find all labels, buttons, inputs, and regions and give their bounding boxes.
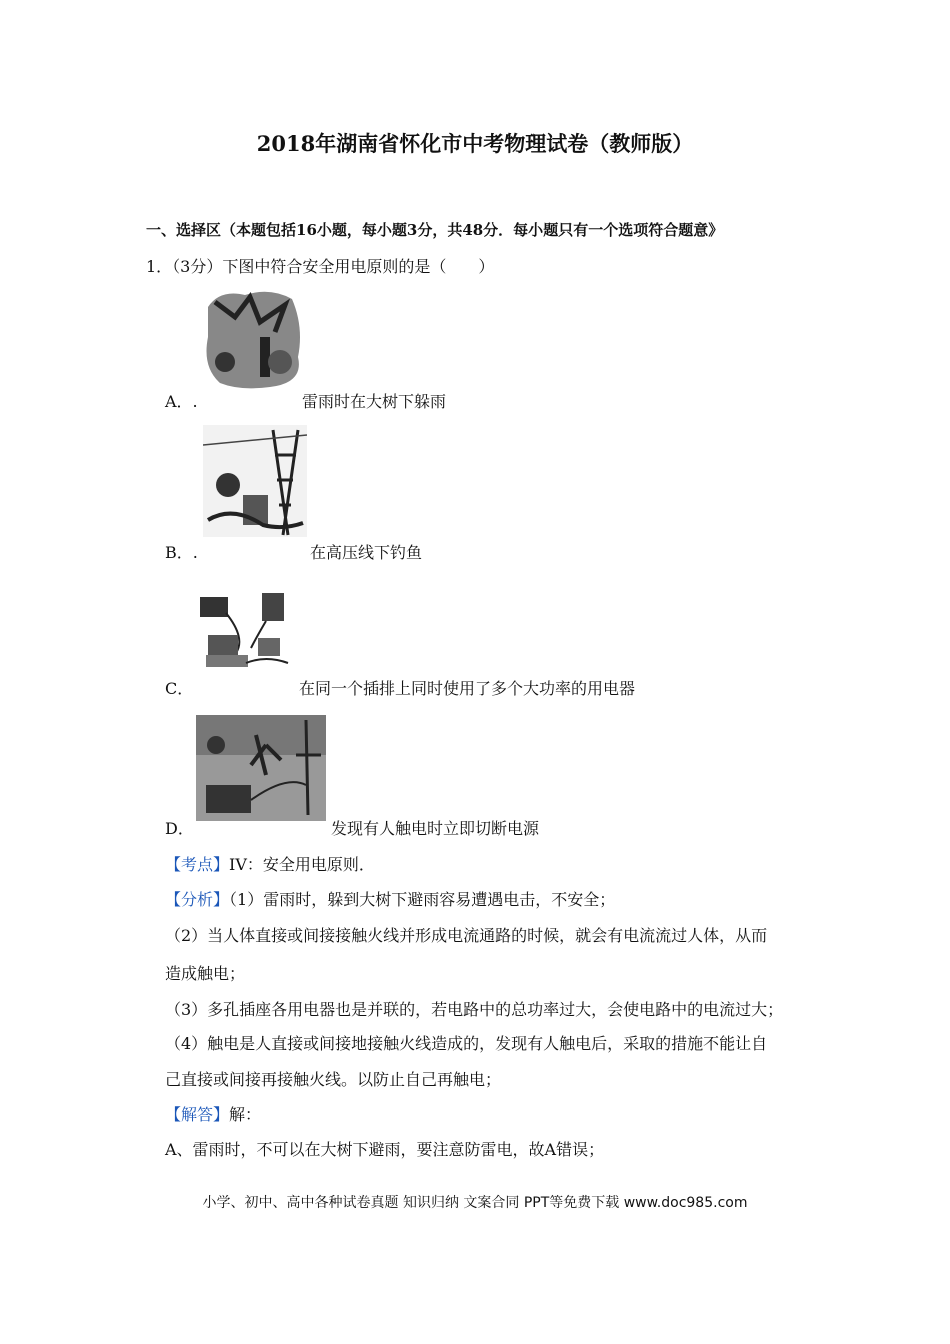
option-d-letter: D． — [165, 819, 194, 838]
option-b-image — [203, 425, 307, 537]
jieda-line — [165, 1102, 261, 1125]
answer-a: A、雷雨时，不可以在大树下避雨，要注意防雷电，故A错误； — [165, 1140, 605, 1159]
fenxi-text-1: （1）雷雨时，躲到大树下避雨容易遭遇电击，不安全； — [229, 890, 616, 909]
question-stem: 1．（3分）下图中符合安全用电原则的是（ ） — [146, 257, 495, 276]
jieda-tag: 【解答】 — [165, 1105, 230, 1124]
option-d-text: 发现有人触电时立即切断电源 — [331, 819, 540, 838]
section-heading: 一、选择区（本题包括16小题，每小题3分，共48分．每小题只有一个选项符合题意》 — [146, 221, 724, 239]
fenxi-line-1 — [165, 887, 615, 910]
kaodian-text: IV：安全用电原则． — [229, 855, 375, 874]
kaodian-tag: 【考点】 — [165, 855, 230, 874]
option-b-text: 在高压线下钓鱼 — [310, 543, 423, 562]
fenxi-line-5: （4）触电是人直接或间接地接触火线造成的，发现有人触电后，采取的措施不能让自 — [165, 1034, 768, 1053]
option-b-letter: B．. — [165, 543, 198, 562]
page-title: 2018年湖南省怀化市中考物理试卷（教师版） — [256, 131, 694, 156]
kaodian-line — [165, 852, 375, 875]
option-a-letter: A．. — [165, 392, 198, 411]
option-c-letter: C． — [165, 679, 194, 698]
option-c-image — [196, 583, 302, 675]
option-d-image — [196, 715, 326, 821]
option-a-text: 雷雨时在大树下躲雨 — [302, 392, 447, 411]
fenxi-line-2: （2）当人体直接或间接接触火线并形成电流通路的时候，就会有电流流过人体，从而 — [165, 926, 768, 945]
option-a-image — [200, 287, 306, 391]
option-c-text: 在同一个插排上同时使用了多个大功率的用电器 — [299, 679, 636, 698]
fenxi-line-3: 造成触电； — [165, 964, 246, 983]
fenxi-line-6: 己直接或间接再接触火线。以防止自己再触电； — [165, 1070, 502, 1089]
jieda-text: 解： — [229, 1105, 262, 1124]
fenxi-line-4: （3）多孔插座各用电器也是并联的，若电路中的总功率过大，会使电路中的电流过大； — [165, 1000, 784, 1019]
footer-ad: 小学、初中、高中各种试卷真题 知识归纳 文案合同 PPT等免费下载 www.doc985.com — [202, 1195, 748, 1211]
fenxi-tag: 【分析】 — [165, 890, 230, 909]
